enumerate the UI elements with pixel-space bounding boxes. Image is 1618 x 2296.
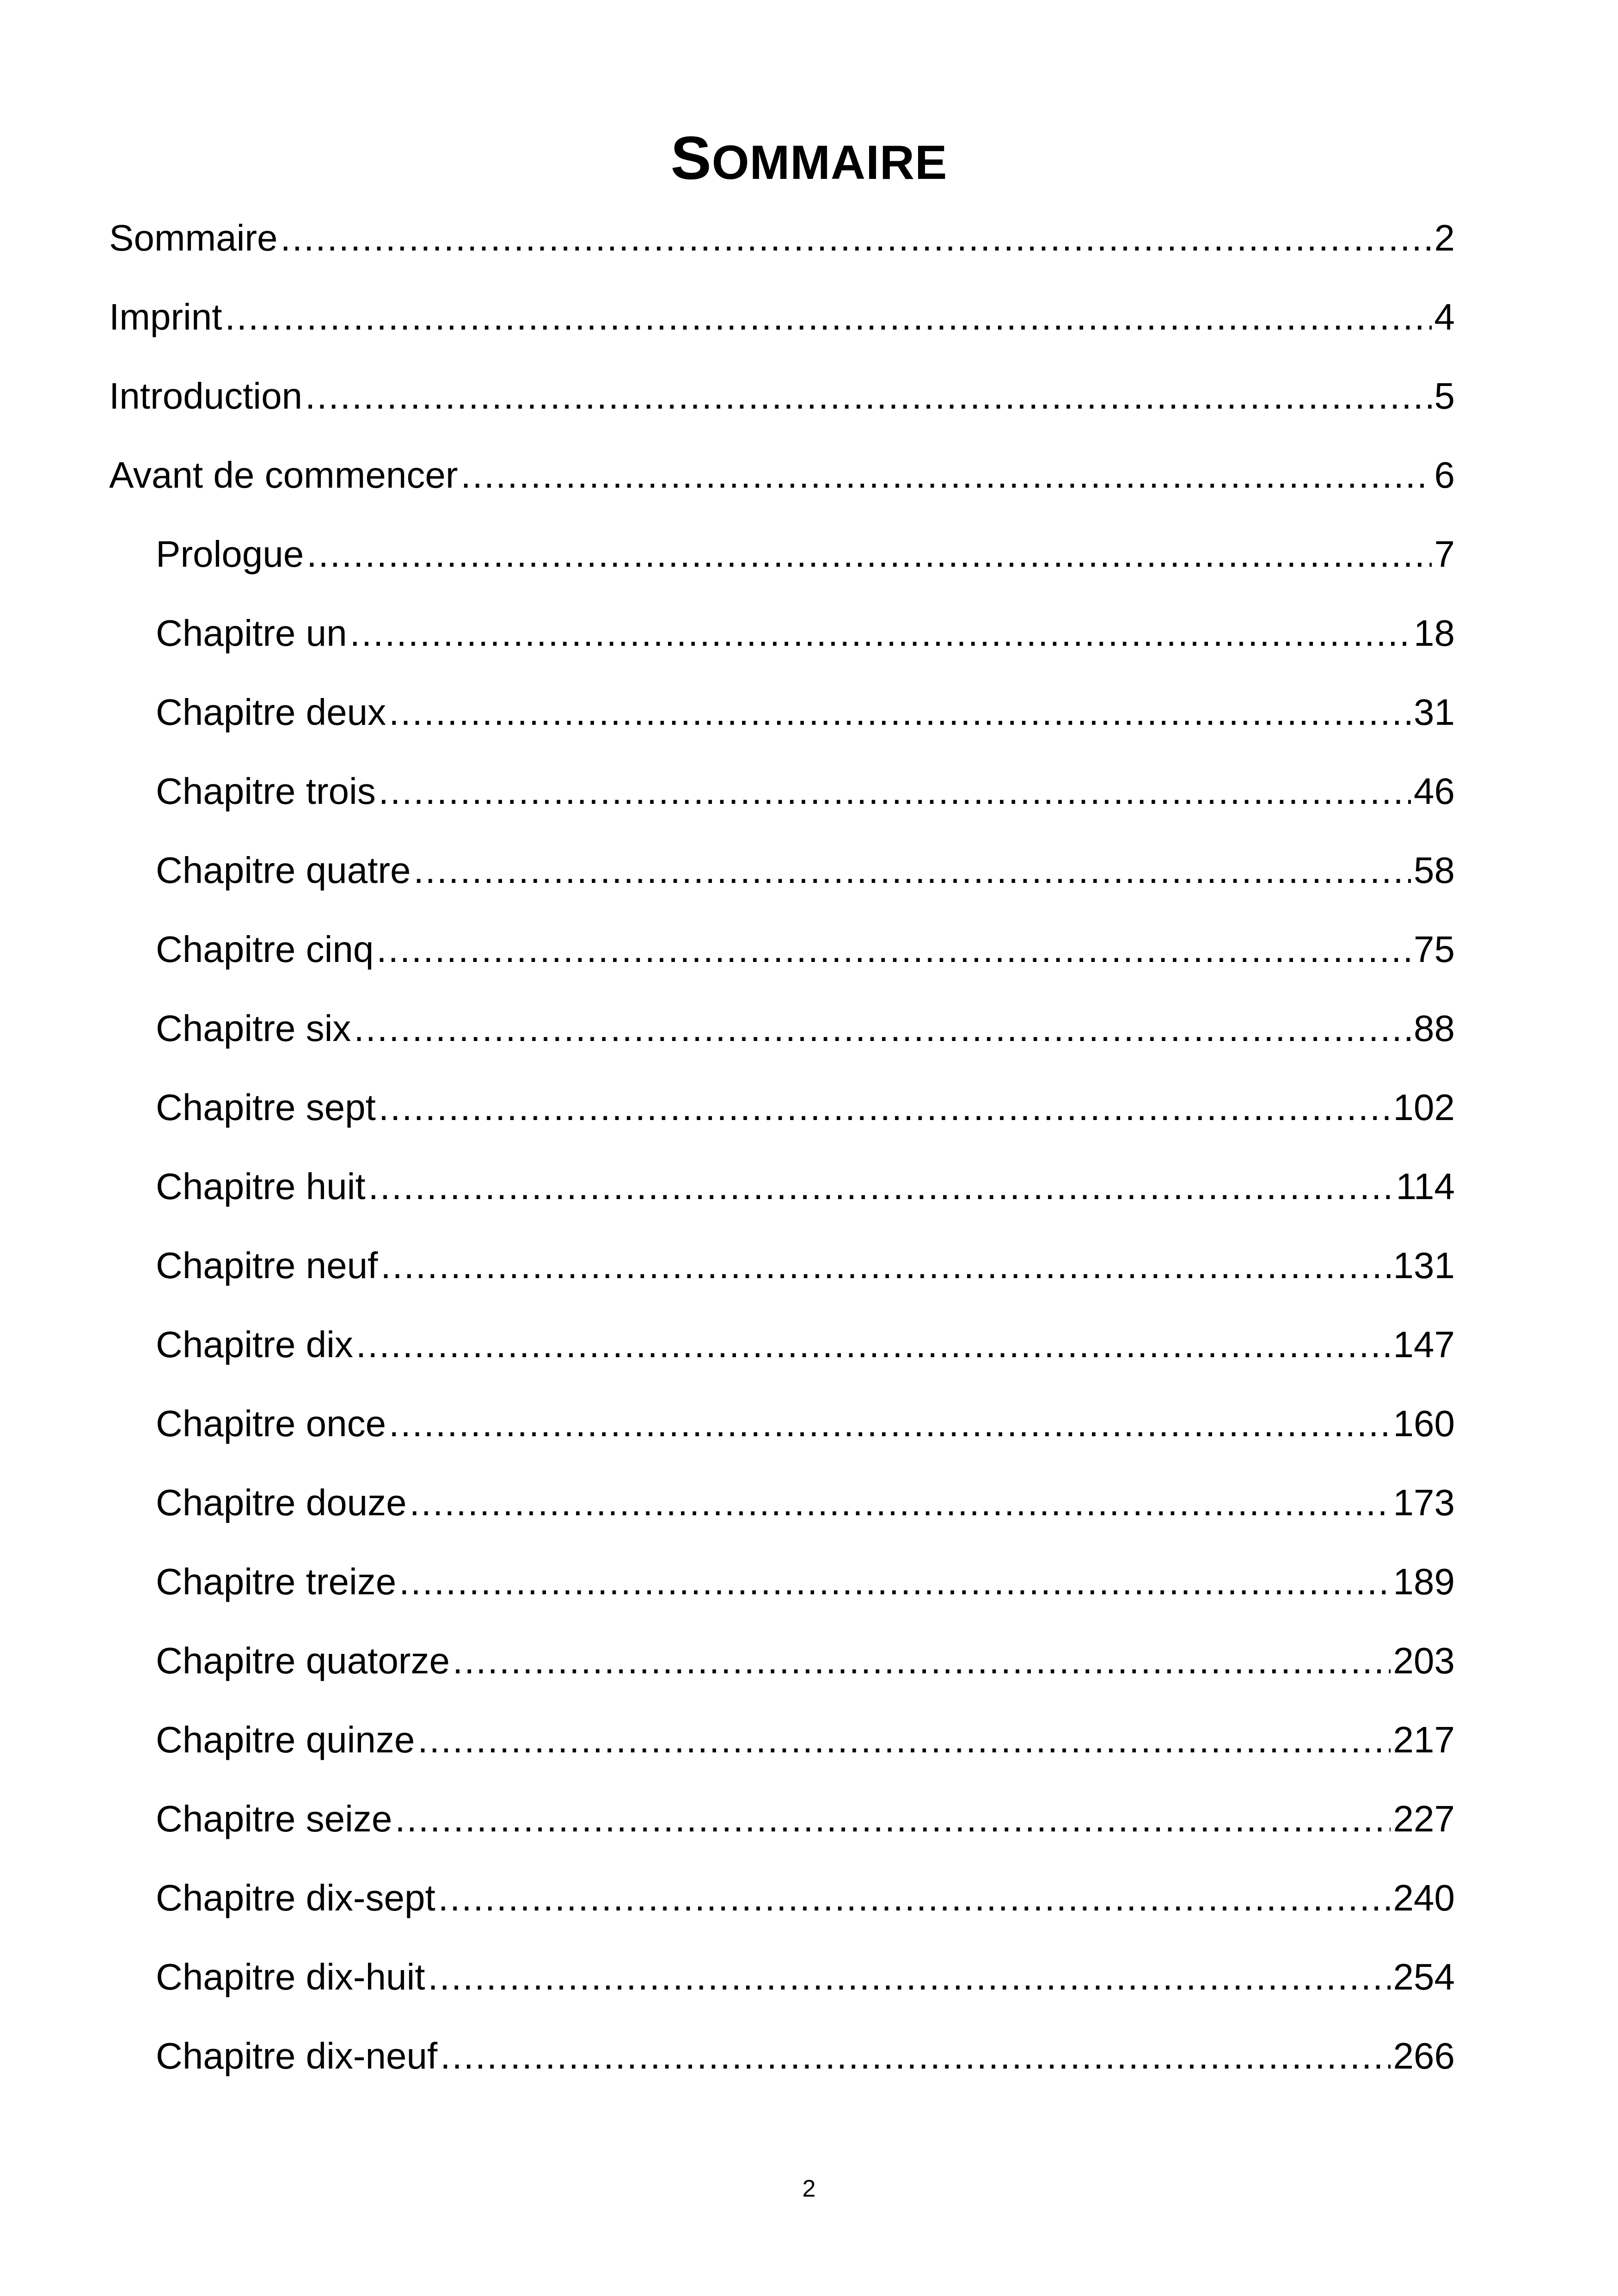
toc-entry[interactable] [109, 2031, 1455, 2110]
toc-entry-label: Introduction [109, 375, 303, 416]
page-number: 2 [802, 2175, 816, 2202]
dot-leader [379, 1082, 1391, 1133]
dot-leader [438, 1873, 1391, 1923]
toc-entry-page-number: 31 [1414, 692, 1455, 733]
toc-entry-page-number: 227 [1393, 1798, 1455, 1839]
toc-entry[interactable] [109, 924, 1455, 1003]
toc-entry-label: Chapitre quatre [156, 850, 411, 891]
toc-entry[interactable] [109, 1477, 1455, 1556]
toc-entry-label: Chapitre dix-neuf [156, 2035, 438, 2076]
toc-entry[interactable] [109, 1952, 1455, 2031]
toc-entry-label: Chapitre deux [156, 692, 386, 733]
toc-entry[interactable] [109, 1556, 1455, 1635]
toc-entry[interactable] [109, 1635, 1455, 1714]
toc-entry-page-number: 88 [1414, 1008, 1455, 1049]
toc-entry-page-number: 217 [1393, 1719, 1455, 1760]
toc-entry[interactable] [109, 766, 1455, 845]
dot-leader [417, 1714, 1390, 1765]
toc-entry-page-number: 75 [1414, 929, 1455, 970]
dot-leader [368, 1161, 1393, 1212]
toc-entry-label: Chapitre dix-sept [156, 1877, 435, 1918]
toc-entry[interactable] [109, 1873, 1455, 1952]
toc-entry-label: Imprint [109, 296, 222, 337]
toc-entry[interactable] [109, 1319, 1455, 1398]
toc-entry-page-number: 102 [1393, 1087, 1455, 1128]
toc-entry[interactable] [109, 1161, 1455, 1240]
toc-entry-page-number: 131 [1393, 1245, 1455, 1286]
dot-leader [225, 292, 1432, 343]
toc-entry-page-number: 160 [1393, 1403, 1455, 1444]
toc-entry-page-number: 18 [1414, 612, 1455, 654]
dot-leader [399, 1556, 1390, 1607]
dot-leader [389, 1398, 1390, 1449]
toc-entry-label: Chapitre once [156, 1403, 386, 1444]
toc-entry[interactable] [109, 1240, 1455, 1319]
toc-entry[interactable] [109, 1003, 1455, 1082]
dot-leader [440, 2031, 1390, 2082]
dot-leader [281, 213, 1432, 263]
page-title-initial: S [670, 124, 712, 192]
page-title-rest: OMMAIRE [711, 136, 948, 190]
dot-leader [356, 1319, 1391, 1370]
toc-entry[interactable] [109, 292, 1455, 371]
toc-entry-label: Chapitre neuf [156, 1245, 378, 1286]
toc-entry-page-number: 2 [1434, 217, 1455, 258]
toc-entry[interactable] [109, 608, 1455, 687]
toc-entry-page-number: 147 [1393, 1324, 1455, 1365]
dot-leader [380, 1240, 1390, 1291]
toc-entry[interactable] [109, 1714, 1455, 1794]
dot-leader [413, 845, 1411, 896]
toc-entry-label: Chapitre douze [156, 1482, 407, 1523]
toc-entry-label: Chapitre un [156, 612, 347, 654]
toc-entry-label: Chapitre sept [156, 1087, 376, 1128]
toc-entry[interactable] [109, 1082, 1455, 1161]
toc-entry-page-number: 58 [1414, 850, 1455, 891]
dot-leader [305, 371, 1431, 422]
toc-entry-page-number: 114 [1396, 1166, 1455, 1207]
toc-entry-page-number: 254 [1393, 1956, 1455, 1997]
toc-entry[interactable] [109, 371, 1455, 450]
dot-leader [389, 687, 1411, 738]
toc-entry-label: Sommaire [109, 217, 278, 258]
toc-entry-page-number: 46 [1414, 771, 1455, 812]
toc-entry-page-number: 5 [1434, 375, 1455, 416]
dot-leader [306, 529, 1431, 580]
toc-entry-label: Chapitre huit [156, 1166, 366, 1207]
toc-entry[interactable] [109, 529, 1455, 608]
toc-entry[interactable] [109, 1794, 1455, 1873]
dot-leader [350, 608, 1411, 659]
toc-entry-label: Chapitre six [156, 1008, 351, 1049]
table-of-contents [109, 213, 1455, 2110]
toc-entry-label: Chapitre dix [156, 1324, 353, 1365]
toc-entry-page-number: 203 [1393, 1640, 1455, 1681]
toc-entry-label: Chapitre dix-huit [156, 1956, 425, 1997]
toc-entry-label: Prologue [156, 533, 304, 575]
toc-entry-page-number: 4 [1434, 296, 1455, 337]
toc-entry[interactable] [109, 213, 1455, 292]
toc-entry[interactable] [109, 845, 1455, 924]
toc-entry-page-number: 240 [1393, 1877, 1455, 1918]
dot-leader [428, 1952, 1391, 2002]
dot-leader [453, 1635, 1391, 1686]
toc-entry-page-number: 189 [1393, 1561, 1455, 1602]
toc-entry-label: Chapitre treize [156, 1561, 397, 1602]
page-title [0, 121, 1618, 200]
toc-entry-page-number: 266 [1393, 2035, 1455, 2076]
toc-entry-label: Chapitre cinq [156, 929, 374, 970]
dot-leader [460, 450, 1431, 501]
dot-leader [410, 1477, 1391, 1528]
toc-entry[interactable] [109, 687, 1455, 766]
toc-entry-label: Chapitre quinze [156, 1719, 415, 1760]
toc-entry-page-number: 7 [1434, 533, 1455, 575]
dot-leader [379, 766, 1411, 817]
dot-leader [395, 1794, 1390, 1844]
toc-entry-label: Chapitre seize [156, 1798, 392, 1839]
toc-entry[interactable] [109, 450, 1455, 529]
toc-entry-page-number: 173 [1393, 1482, 1455, 1523]
dot-leader [354, 1003, 1411, 1054]
toc-entry-label: Chapitre trois [156, 771, 376, 812]
toc-entry-label: Avant de commencer [109, 454, 458, 496]
toc-entry[interactable] [109, 1398, 1455, 1477]
dot-leader [376, 924, 1411, 975]
toc-entry-page-number: 6 [1434, 454, 1455, 496]
toc-entry-label: Chapitre quatorze [156, 1640, 450, 1681]
